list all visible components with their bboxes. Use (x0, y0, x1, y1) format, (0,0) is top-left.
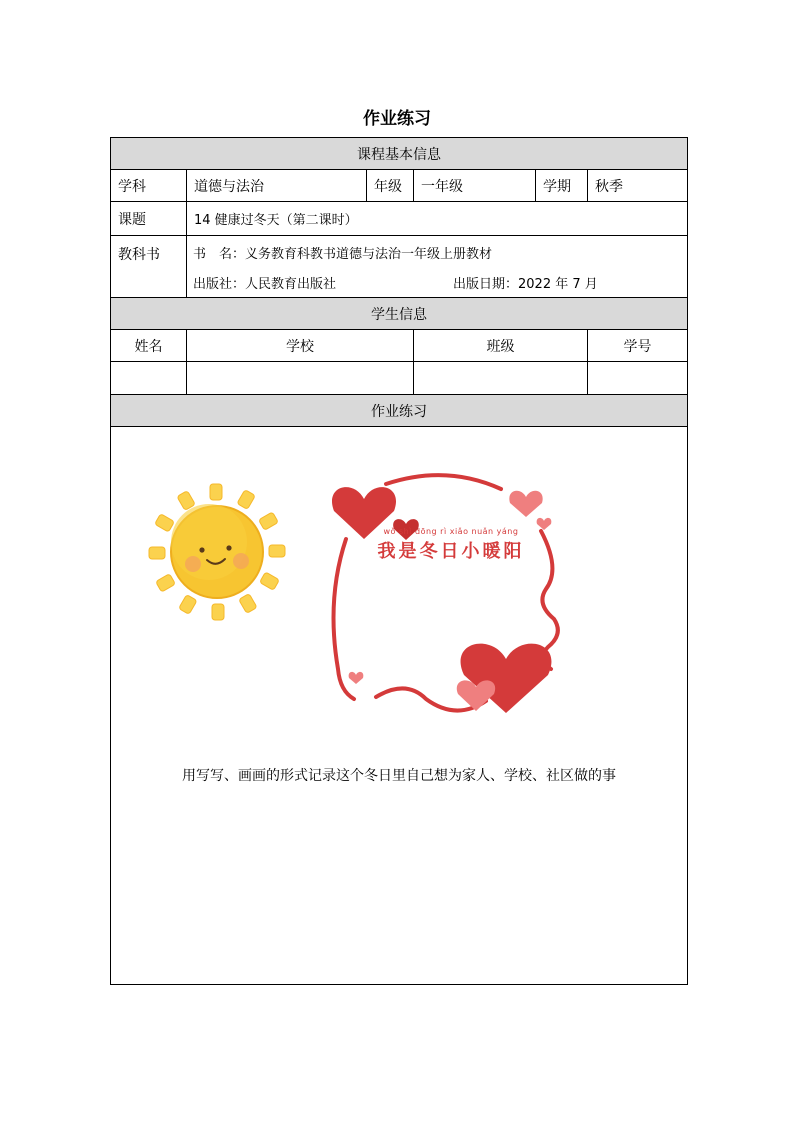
subject-label: 学科 (111, 170, 187, 201)
topic-value: 14 健康过冬天（第二课时） (194, 213, 358, 228)
textbook-name: 书 名：义务教育科教书道德与法治一年级上册教材 (193, 247, 493, 262)
student-id-input-cell[interactable] (588, 362, 687, 394)
course-info-header: 课程基本信息 (111, 138, 687, 170)
homework-area[interactable] (111, 427, 687, 984)
homework-header: 作业练习 (111, 395, 687, 427)
heart-frame-illustration (316, 469, 576, 719)
name-column-header: 姓名 (111, 330, 187, 361)
textbook-publisher: 出版社：人民教育出版社 (193, 277, 337, 292)
sticker-pinyin: wǒ shì dōng rì xiǎo nuǎn yáng (383, 527, 519, 536)
homework-prompt: 用写写、画画的形式记录这个冬日里自己想为家人、学校、社区做的事 (182, 768, 616, 784)
textbook-row (111, 236, 687, 298)
term-label: 学期 (536, 170, 588, 201)
sticker-title-block (361, 527, 541, 563)
sticker-title: 我是冬日小暖阳 (377, 541, 525, 562)
student-header-row (111, 330, 687, 362)
school-column-header: 学校 (187, 330, 414, 361)
homework-sheet (110, 137, 688, 985)
textbook-label: 教科书 (111, 236, 187, 297)
sun-illustration (147, 482, 287, 622)
grade-value: 一年级 (414, 170, 536, 201)
course-info-row (111, 170, 687, 202)
student-id-column-header: 学号 (623, 338, 652, 355)
class-input-cell[interactable] (414, 362, 588, 394)
school-input-cell[interactable] (187, 362, 414, 394)
subject-value: 道德与法治 (187, 170, 367, 201)
student-info-header: 学生信息 (111, 298, 687, 330)
student-entry-row (111, 362, 687, 395)
textbook-date: 出版日期：2022 年 7 月 (453, 277, 598, 292)
topic-label: 课题 (111, 202, 187, 235)
term-value: 秋季 (595, 178, 623, 195)
name-input-cell[interactable] (111, 362, 187, 394)
class-column-header: 班级 (414, 330, 588, 361)
topic-row (111, 202, 687, 236)
page-title: 作业练习 (363, 109, 431, 129)
grade-label: 年级 (367, 170, 414, 201)
